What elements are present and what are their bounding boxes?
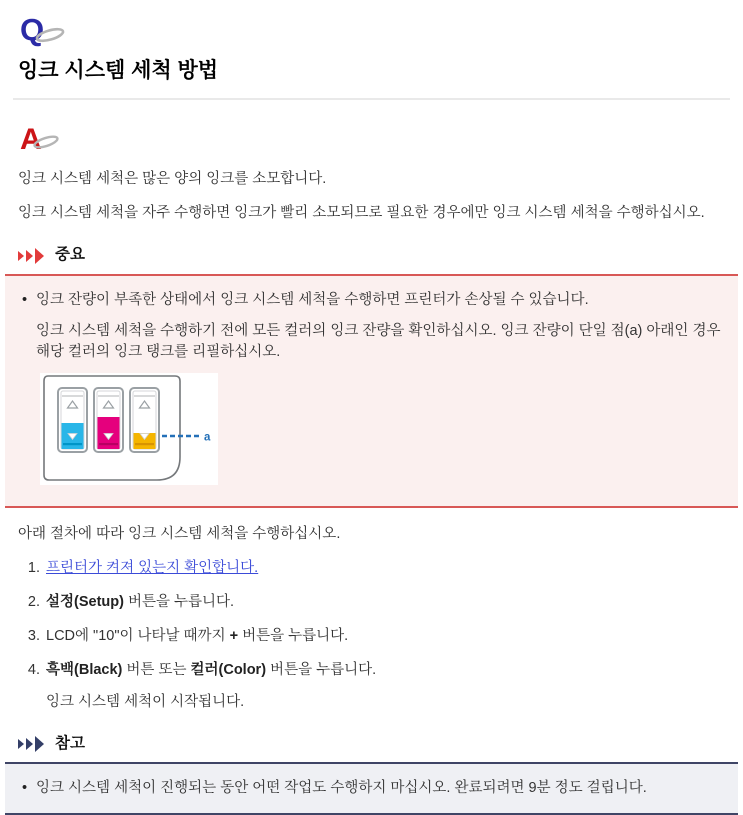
note-heading-label: 참고 (55, 734, 85, 752)
step-4-text: 버튼을 누릅니다. (266, 661, 377, 678)
page-title: 잉크 시스템 세척 방법 (18, 59, 219, 82)
important-heading-label: 중요 (55, 246, 85, 264)
ink-tank-cyan (58, 388, 87, 452)
important-item-detail: 잉크 시스템 세척을 수행하기 전에 모든 컬러의 잉크 잔량을 확인하십시오. 잉크 잔량이 단일 점(a) 아래인 경우 해당 컬러의 잉크 탱크를 리필하십시오. (36, 322, 721, 360)
step-2 (44, 592, 725, 613)
step-4-mid: 버튼 또는 (122, 661, 191, 678)
color-button-label: 컬러(Color) (190, 661, 267, 678)
step-4 (44, 660, 725, 713)
important-item (19, 290, 728, 492)
ink-tanks-illustration (40, 373, 218, 485)
procedure-steps (18, 558, 725, 713)
ink-tank-yellow (130, 388, 159, 452)
note-list (19, 778, 728, 799)
ink-tanks-figure (40, 373, 728, 492)
svg-text:A: A (20, 123, 42, 157)
note-callout (5, 762, 738, 815)
answer-icon-row (19, 122, 738, 156)
step-3-text: 버튼을 누릅니다. (238, 627, 349, 644)
procedure-intro: 아래 절차에 따라 잉크 시스템 세척을 수행하십시오. (18, 525, 341, 542)
step-2-text: 버튼을 누릅니다. (123, 593, 235, 610)
intro-paragraph-2: 잉크 시스템 세척을 자주 수행하면 잉크가 빨리 소모되므로 필요한 경우에만 잉크 시스템 세척을 수행하십시오. (18, 205, 705, 222)
step-3-pre: LCD에 "10"이 나타날 때까지 (46, 627, 230, 644)
callout-label-a: a (204, 431, 211, 444)
step-3 (44, 626, 725, 647)
note-item: • 잉크 시스템 세척이 진행되는 동안 어떤 작업도 수행하지 마십시오. 완료되려면 9분 정도 걸립니다. (19, 778, 728, 799)
title-divider (13, 98, 730, 100)
important-list (19, 290, 728, 492)
printer-power-check-link[interactable]: 프린터가 켜져 있는지 확인합니다. (46, 559, 259, 576)
answer-icon (19, 122, 71, 156)
important-callout (5, 274, 738, 508)
question-icon (19, 12, 71, 48)
setup-button-label: 설정(Setup) (46, 593, 124, 610)
step-1 (44, 558, 725, 579)
important-item-text: 잉크 잔량이 부족한 상태에서 잉크 시스템 세척을 수행하면 프린터가 손상될 수 있습니다. (36, 291, 589, 308)
triple-chevron-icon (18, 735, 48, 753)
ink-tank-magenta (94, 388, 123, 452)
step-4-followup: 잉크 시스템 세척이 시작됩니다. (46, 693, 245, 710)
intro-paragraph-1: 잉크 시스템 세척은 많은 양의 잉크를 소모합니다. (18, 171, 327, 188)
black-button-label: 흑백(Black) (46, 661, 123, 678)
important-heading (18, 244, 738, 266)
plus-button-label: + (229, 627, 239, 644)
triple-chevron-icon (18, 247, 48, 265)
note-heading (18, 733, 738, 755)
svg-text:Q: Q (20, 12, 45, 47)
question-icon-row (19, 12, 738, 48)
